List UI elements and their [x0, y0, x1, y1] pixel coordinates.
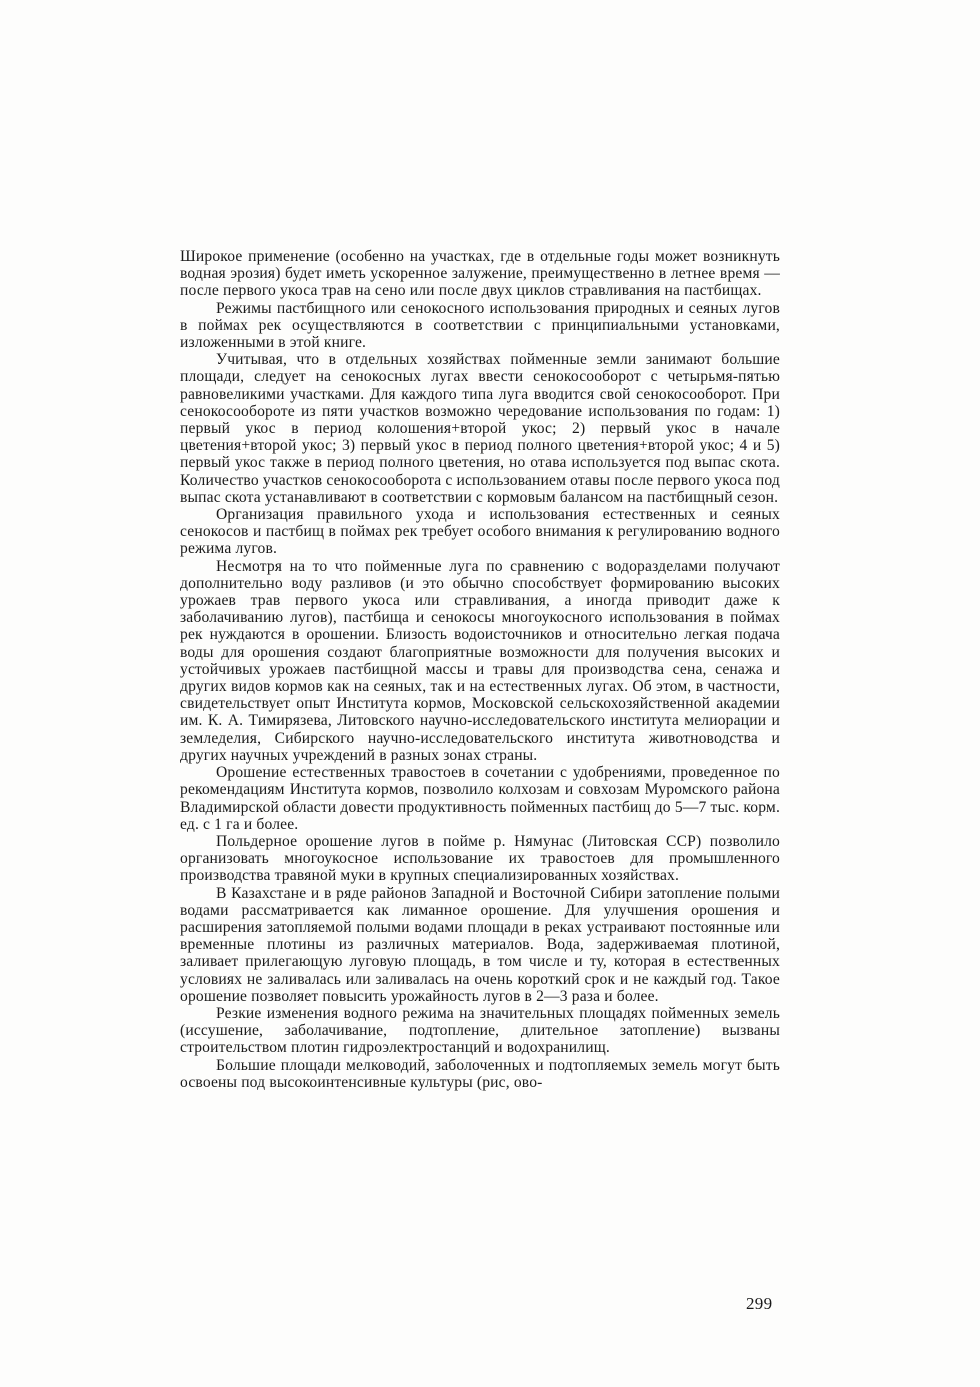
paragraph-6: Орошение естественных травостоев в сочетании с удобрениями, проведенное по рекомендациям Института кормов, позволило колхозам и совхозам Муромского района Владимирской области довести продуктивность пойменных пастбищ до 5—7 тыс. корм. ед. с 1 га и более.	[180, 764, 780, 833]
paragraph-1: Широкое применение (особенно на участках, где в отдельные годы может возникнуть водная эрозия) будет иметь ускоренное залужение, преимущественно в летнее время — после первого укоса трав на сено или после двух циклов стравливания на пастбищах.	[180, 248, 780, 300]
paragraph-8: В Казахстане и в ряде районов Западной и Восточной Сибири затопление полыми водами рассматривается как лиманное орошение. Для улучшения орошения и расширения затопляемой полыми водами площади в реках устраивают постоянные или временные плотины из различных материалов. Вода, задерживаемая плотиной, заливает прилегающую луговую площадь, в том числе и ту, которая в естественных условиях не заливалась или заливалась на очень короткий срок и не каждый год. Такое орошение позволяет повысить урожайность лугов в 2—3 раза и более.	[180, 884, 780, 1005]
paragraph-3: Учитывая, что в отдельных хозяйствах пойменные земли занимают большие площади, следует на сенокосных лугах ввести сенокосооборот с четырьмя-пятью равновеликими участками. Для каждого типа луга вводится свой сенокосооборот. При сенокосообороте из пяти участков возможно чередование использования по годам: 1) первый укос в период колошения+второй укос; 2) первый укос в начале цветения+второй укос; 3) первый укос в период полного цветения+второй укос; 4 и 5) первый укос также в период полного цветения, но отава используется под выпас скота. Количество участков сенокосооборота с использованием отавы после первого укоса под выпас скота устанавливают в соответствии с кормовым балансом на пастбищный сезон.	[180, 351, 780, 506]
paragraph-5: Несмотря на то что пойменные луга по сравнению с водоразделами получают дополнительно воду разливов (и это обычно способствует формированию высоких урожаев трав первого укоса или стравливания, а иногда приводит даже к заболачиванию лугов), пастбища и сенокосы многоукосного использования в поймах рек нуждаются в орошении. Близость водоисточников и относительно легкая подача воды для орошения создают благоприятные возможности для получения высоких и устойчивых урожаев пастбищной массы и травы для производства сена, сенажа и других видов кормов как на сеяных, так и на естественных лугах. Об этом, в частности, свидетельствует опыт Института кормов, Московской сельскохозяйственной академии им. К. А. Тимирязева, Литовского научно-исследовательского института мелиорации и земледелия, Сибирского научно-исследовательского института животноводства и других научных учреждений в разных зонах страны.	[180, 557, 780, 764]
body-text	[180, 248, 780, 1091]
paragraph-7: Польдерное орошение лугов в пойме р. Нямунас (Литовская ССР) позволило организовать многоукосное использование их травостоев для промышленного производства травяной муки в крупных специализированных хозяйствах.	[180, 832, 780, 885]
paragraph-10: Большие площади мелководий, заболоченных и подтопляемых земель могут быть освоены под высокоинтенсивные культуры (рис, ово-	[180, 1056, 780, 1091]
paragraph-9: Резкие изменения водного режима на значительных площадях пойменных земель (иссушение, заболачивание, подтопление, длительное затопление) вызваны строительством плотин гидроэлектростанций и водохранилищ.	[180, 1004, 780, 1057]
page-number: 299	[746, 1294, 773, 1313]
paragraph-4: Организация правильного ухода и использования естественных и сеяных сенокосов и пастбищ в поймах рек требует особого внимания к регулированию водного режима лугов.	[180, 506, 780, 558]
paragraph-2: Режимы пастбищного или сенокосного использования природных и сеяных лугов в поймах рек осуществляются в соответствии с принципиальными установками, изложенными в этой книге.	[180, 299, 780, 352]
